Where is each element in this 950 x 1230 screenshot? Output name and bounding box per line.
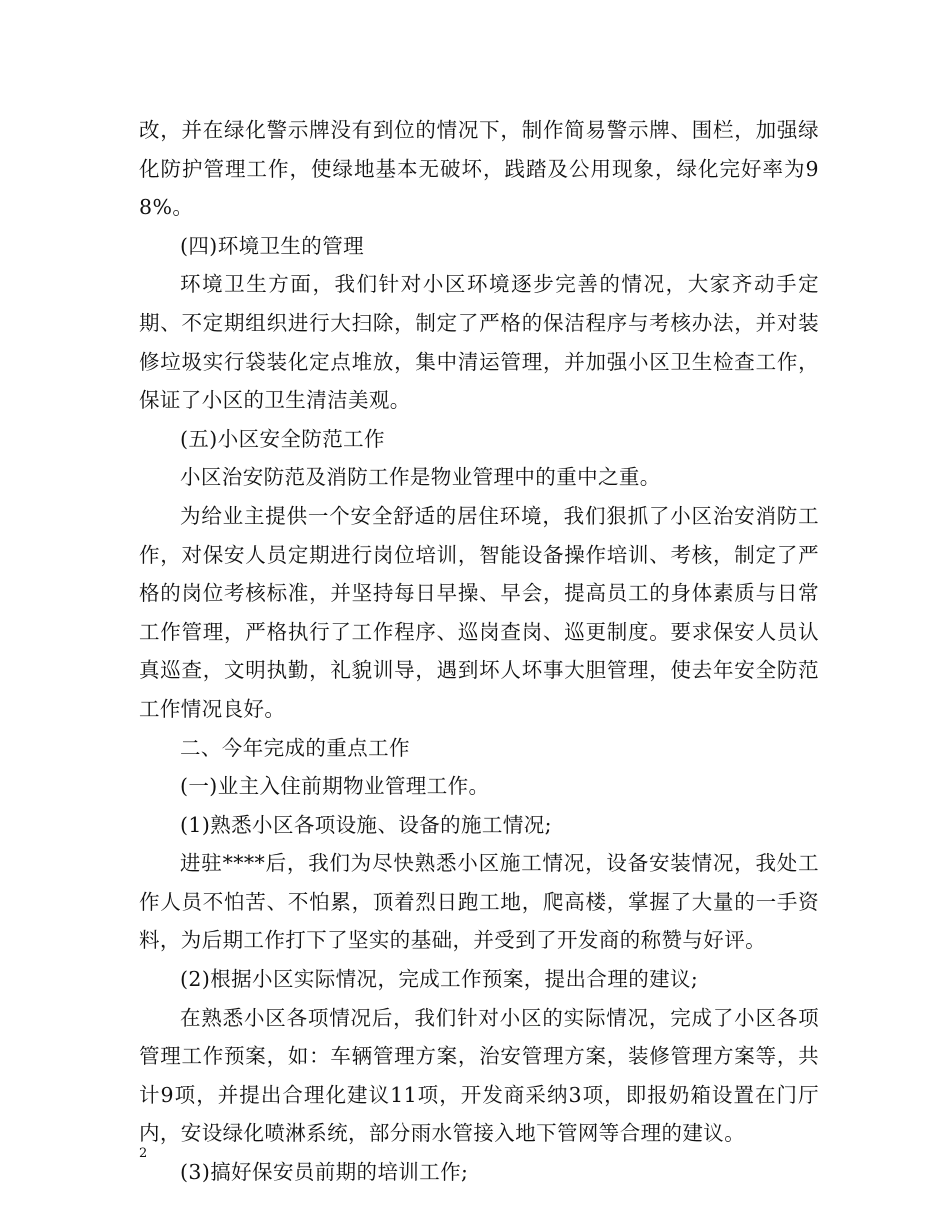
document-body [139,111,819,1192]
item-heading-1: (1)熟悉小区各项设施、设备的施工情况; [180,812,552,837]
paragraph-1: 改，并在绿化警示牌没有到位的情况下，制作简易警示牌、围栏，加强绿化防护管理工作，使绿地基本无破坏，践踏及公用现象，绿化完好率为98%。 [139,118,819,220]
subsection-heading-pre-occupancy: (一)业主入住前期物业管理工作。 [180,774,490,799]
section-heading-security: (五)小区安全防范工作 [180,426,385,451]
paragraph-environment: 环境卫生方面，我们针对小区环境逐步完善的情况，大家齐动手定期、不定期组织进行大扫除，制定了严格的保洁程序与考核办法，并对装修垃圾实行袋装化定点堆放，集中清运管理，并加强小区卫生检查工作，保证了小区的卫生清洁美观。 [139,272,819,413]
item-heading-2: (2)根据小区实际情况，完成工作预案，提出合理的建议; [180,967,699,992]
paragraph-security-detail: 为给业主提供一个安全舒适的居住环境，我们狠抓了小区治安消防工作，对保安人员定期进行岗位培训，智能设备操作培训、考核，制定了严格的岗位考核标准，并坚持每日早操、早会，提高员工的身体素质与日常工作管理，严格执行了工作程序、巡岗查岗、巡更制度。要求保安人员认真巡查，文明执勤，礼貌训导，遇到坏人坏事大胆管理，使去年安全防范工作情况良好。 [139,503,819,721]
item-heading-3: (3)搞好保安员前期的培训工作; [180,1160,469,1185]
paragraph-item-1: 进驻****后，我们为尽快熟悉小区施工情况，设备安装情况，我处工作人员不怕苦、不怕累，顶着烈日跑工地，爬高楼，掌握了大量的一手资料，为后期工作打下了坚实的基础，并受到了开发商的称赞与好评。 [139,851,819,953]
page-number: 2 [139,1146,148,1161]
paragraph-security-intro: 小区治安防范及消防工作是物业管理中的重中之重。 [180,465,661,490]
section-heading-key-work: 二、今年完成的重点工作 [180,735,410,760]
paragraph-item-2: 在熟悉小区各项情况后，我们针对小区的实际情况，完成了小区各项管理工作预案，如：车辆管理方案，治安管理方案，装修管理方案等，共计9项，并提出合理化建议11项，开发商采纳3项，即报奶箱设置在门厅内，安设绿化喷淋系统，部分雨水管接入地下管网等合理的建议。 [139,1005,819,1146]
section-heading-environment: (四)环境卫生的管理 [180,233,364,258]
